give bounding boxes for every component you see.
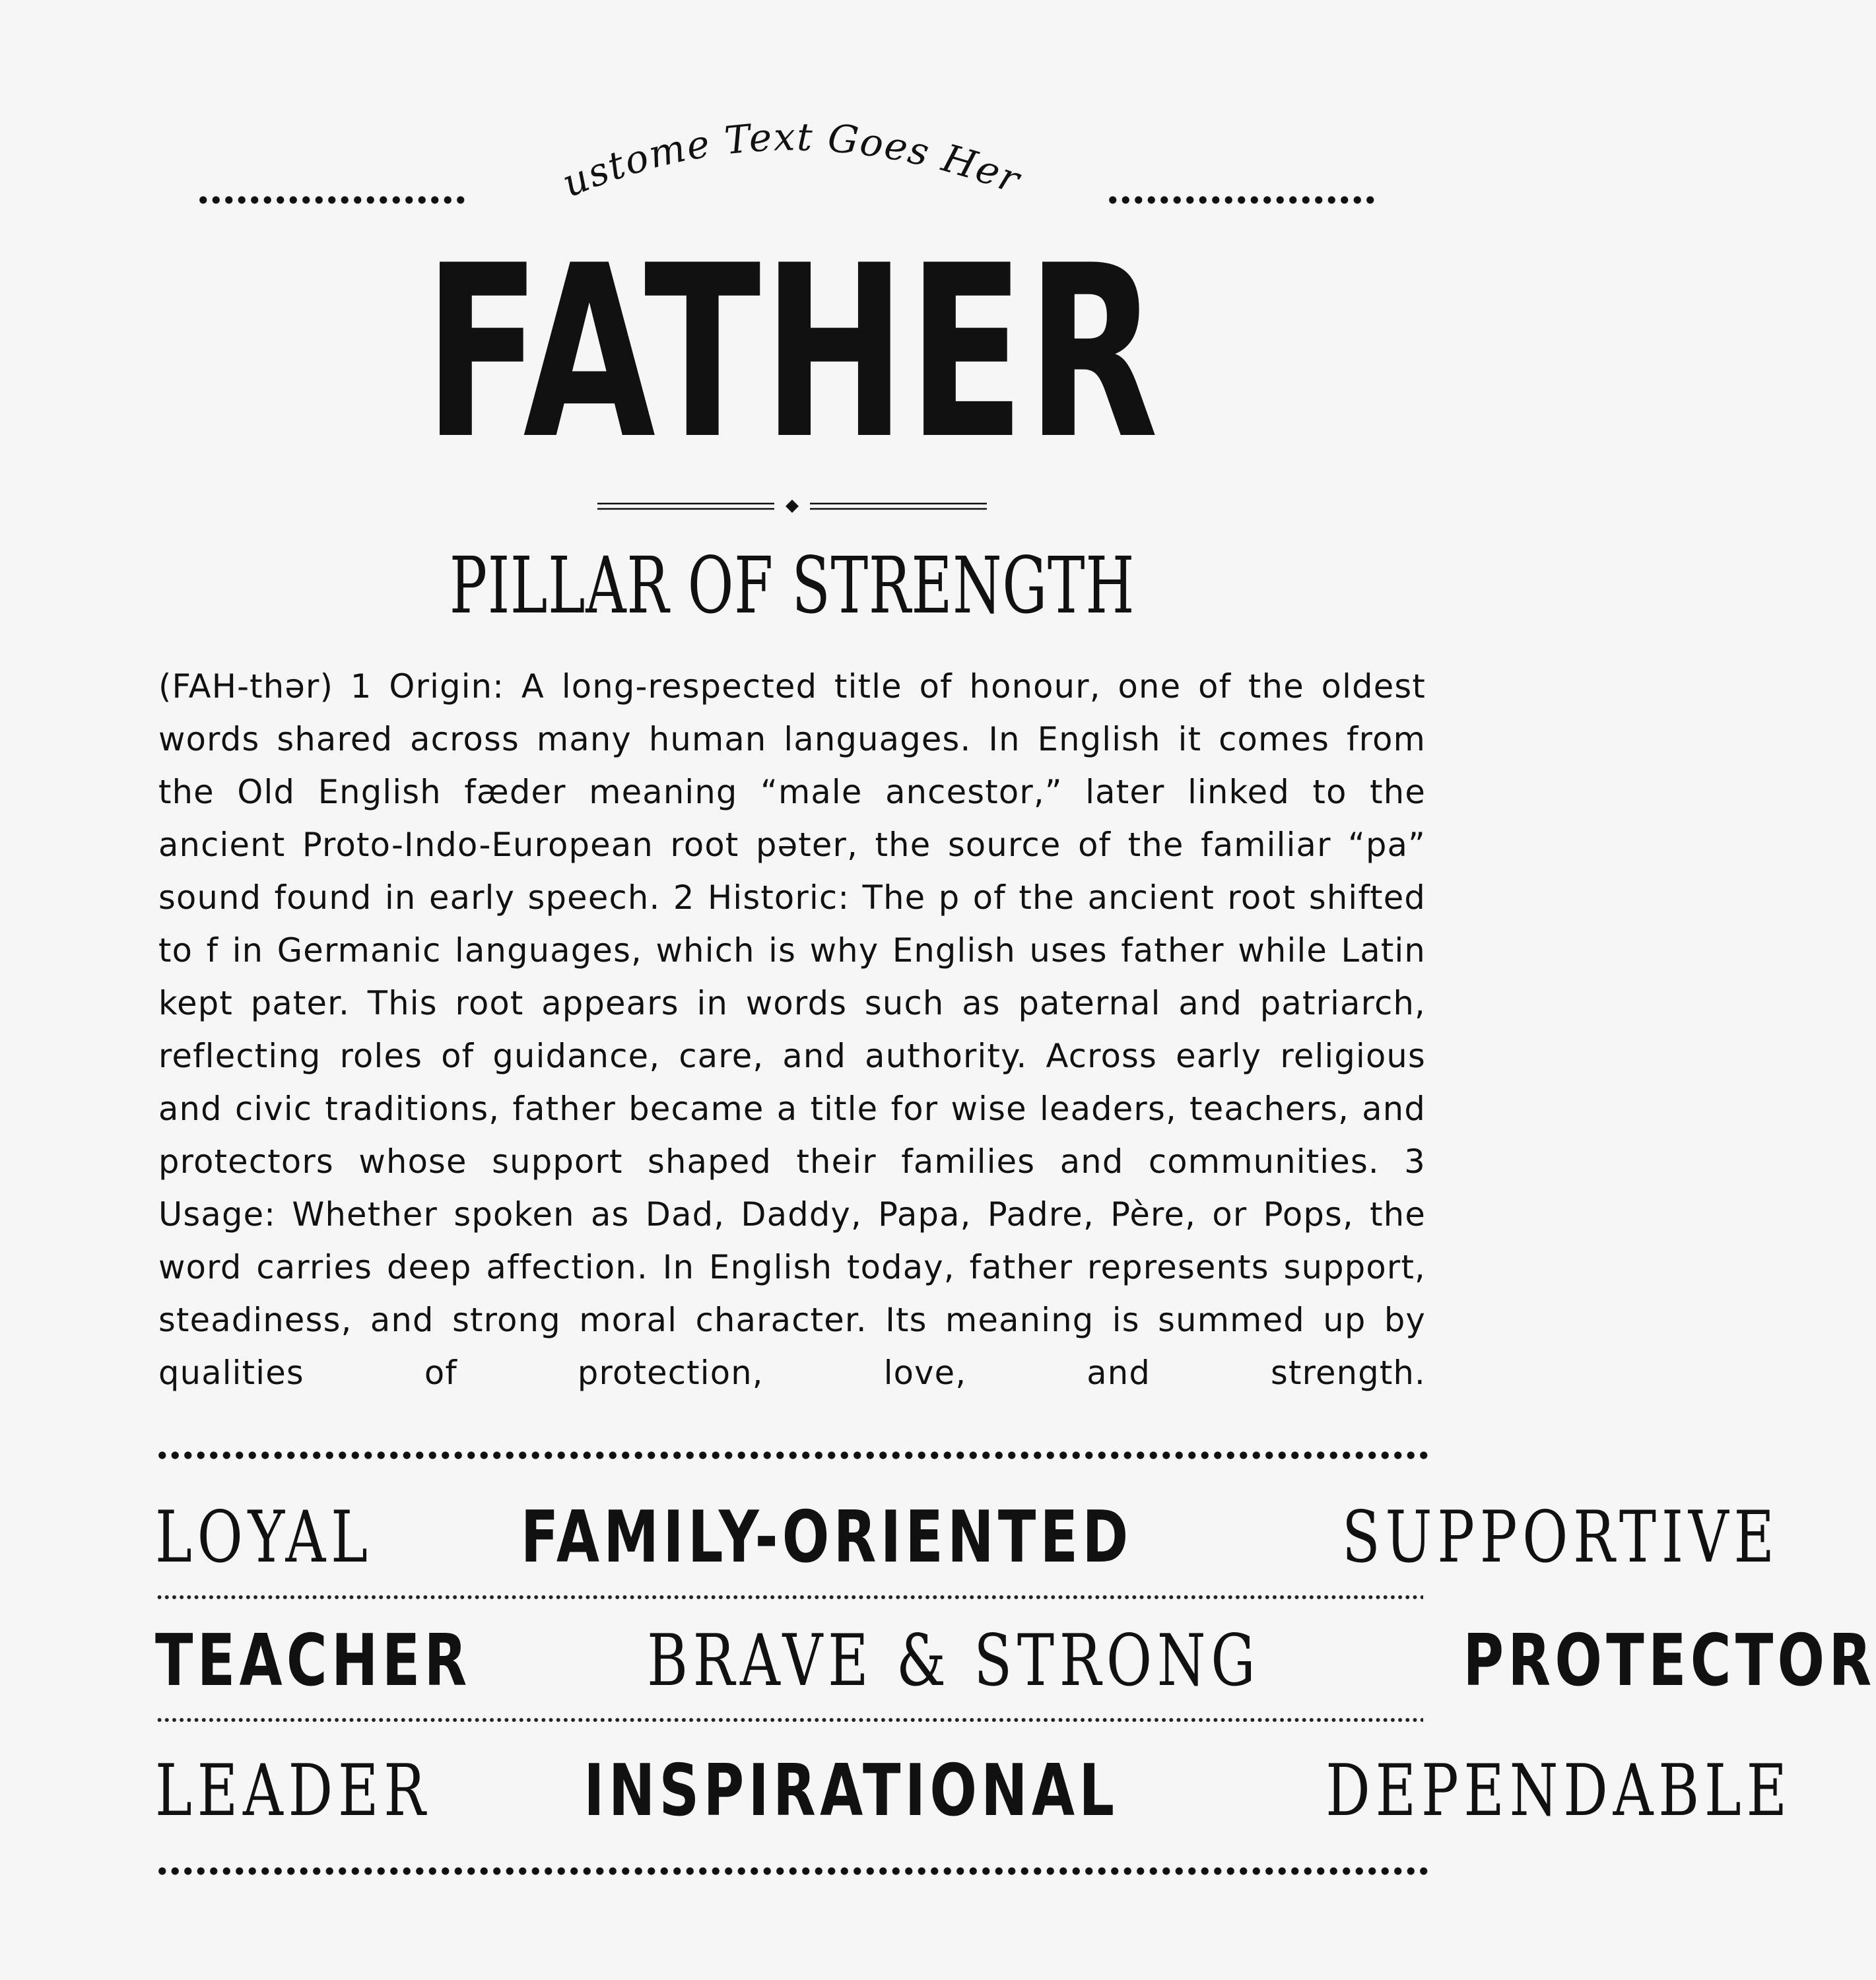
top-left-dotted-rule (197, 195, 466, 205)
trait-family-oriented: FAMILY-ORIENTED (520, 1496, 1133, 1579)
trait-loyal: LOYAL (155, 1496, 373, 1579)
trait-inspirational: INSPIRATIONAL (584, 1750, 1119, 1832)
trait-supportive: SUPPORTIVE (1342, 1496, 1780, 1579)
trait-dependable: DEPENDABLE (1325, 1750, 1792, 1832)
trait-leader: LEADER (155, 1750, 431, 1832)
traits-bottom-dotted-rule (156, 1866, 1432, 1876)
trait-protector: PROTECTOR (1463, 1620, 1876, 1702)
svg-text:Custome Text Goes Here (526, 70, 1028, 206)
traits-row-1 (155, 1492, 1780, 1584)
traits-top-dotted-rule (156, 1451, 1432, 1460)
top-right-dotted-rule (1106, 195, 1376, 205)
trait-teacher: TEACHER (155, 1620, 471, 1702)
custom-text-svg (525, 70, 1043, 211)
trait-brave-strong: BRAVE & STRONG (646, 1620, 1261, 1702)
traits-row-2 (155, 1615, 1876, 1707)
page-title: FATHER (424, 214, 1160, 491)
definition-text: (FAH-thər) 1 Origin: A long-respected title of honour, one of the oldest words shared across many human languages. In English it comes from the Old English fæder meaning “male ancestor,” later linked to the ancient Proto-Indo-European root pəter, the source of the familiar “pa” sound found in early speech. 2 Historic: The p of the ancient root shifted to f in Germanic languages, which is why English uses father while Latin kept pater. This root appears in words such as paternal and patriarch, reflecting roles of guidance, care, and authority. Across early religious and civic traditions, father became a title for wise leaders, teachers, and protectors whose support shaped their families and communities. 3 Usage: Whether spoken as Dad, Daddy, Papa, Padre, Père, or Pops, the word carries deep affection. In English today, father represents support, steadiness, and strong moral character. Its meaning is summed up by qualities of protection, love, and strength. (158, 667, 1426, 1392)
diamond-icon (786, 500, 799, 513)
traits-thin-rule-2 (156, 1717, 1423, 1723)
custom-text: Custome Text Goes Here (525, 70, 1027, 207)
subtitle: PILLAR OF STRENGTH (449, 540, 1135, 631)
traits-row-3 (155, 1745, 1792, 1837)
traits-thin-rule-1 (156, 1595, 1423, 1600)
custom-text-arc (525, 70, 1043, 211)
ornament-divider (597, 496, 987, 516)
